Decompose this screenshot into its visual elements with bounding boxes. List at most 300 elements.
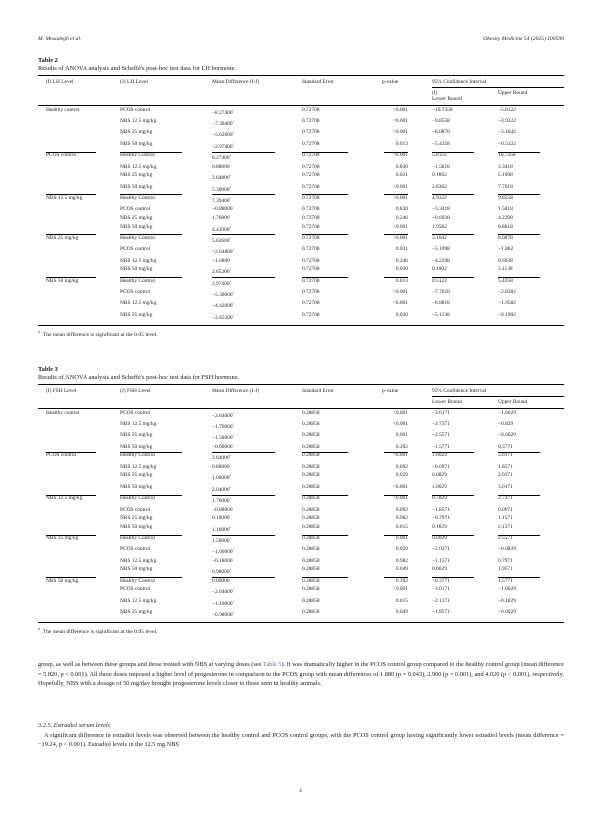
- row-standard-error: 0.72708: [302, 234, 382, 245]
- row-p-value: 0.982: [395, 557, 408, 564]
- row-lower-bound: −0.6938: [432, 214, 450, 221]
- table-row: [38, 266, 564, 277]
- row-standard-error: 0.72708: [302, 246, 320, 253]
- row-p-value: <0.001: [392, 129, 408, 136]
- row-j-level: NBS 50 mg/kg: [120, 566, 153, 573]
- row-mean-difference: 0.60000: [212, 577, 302, 586]
- row-standard-error: 0.72708: [302, 129, 320, 136]
- significance-marker: a: [229, 195, 232, 200]
- row-lower-bound: −10.7358: [432, 106, 453, 113]
- row-standard-error: 0.72708: [302, 117, 320, 124]
- body-paragraph-progesterone: group, as well as between these groups and those treated with NBS at varying doses (see Table 5). It was dramatically higher in the PCOS control group compared to the healthy control group (mean difference = 5.820, p < 0.001). All three doses imposed a higher level of progesterone in comparison to the PCOS group with mean differences of 1.880 (p = 0.043), 2.900 (p = 0.001), and 4.020 (p < 0.001), respectively. Hopefully, NBS with a dosage of 50 mg/day brought progesterone levels closer to those seen in healthy animals.: [38, 661, 564, 688]
- row-upper-bound: 2.7371: [498, 495, 564, 506]
- row-i-level: NBS 25 mg/kg: [38, 535, 120, 546]
- row-mean-difference: −2.97400$^a$: [212, 141, 235, 150]
- row-j-level: NBS 12.5 mg/kg: [120, 463, 157, 470]
- row-lower-bound: 0.0829: [432, 472, 447, 479]
- row-i-level: [38, 311, 120, 325]
- table-row: [38, 566, 564, 577]
- row-j-level: NBS 50 mg/kg: [120, 266, 153, 273]
- row-j-level: Healthy Control: [120, 152, 212, 163]
- row-mean-difference: 1.76000$^a$: [212, 495, 302, 506]
- row-mean-difference: 5.62600$^a$: [212, 234, 302, 245]
- row-i-level: [38, 515, 120, 524]
- row-mean-difference: 0.18000: [212, 515, 230, 522]
- row-p-value: 0.246: [395, 214, 408, 221]
- row-upper-bound: 9.8558: [498, 194, 564, 205]
- row-upper-bound: −4.9322: [498, 117, 516, 124]
- row-j-level: NBS 25 mg/kg: [120, 172, 153, 179]
- row-mean-difference: −2.65200$^a$: [212, 312, 235, 321]
- row-lower-bound: −1.8571: [432, 506, 450, 513]
- row-i-level: PCOS control: [38, 452, 120, 463]
- row-j-level: PCOS control: [120, 546, 151, 553]
- row-standard-error: 0.28858: [302, 515, 320, 522]
- row-upper-bound: −0.1902: [498, 311, 516, 318]
- row-standard-error: 0.72708: [302, 223, 320, 230]
- col-header-mean-difference: Mean Difference (I-J): [212, 388, 260, 394]
- row-upper-bound: −1.6629: [498, 409, 516, 416]
- row-lower-bound: 0.7829: [432, 495, 498, 506]
- row-lower-bound: −7.7618: [432, 289, 450, 296]
- table-row: [38, 597, 564, 608]
- row-standard-error: 0.72708: [302, 106, 320, 113]
- row-lower-bound: −0.3771: [432, 577, 498, 586]
- row-mean-difference: 2.97400$^a$: [212, 277, 302, 288]
- row-lower-bound: −5.4358: [432, 140, 450, 147]
- row-upper-bound: 1.8571: [498, 463, 513, 470]
- row-p-value: 0.246: [395, 257, 408, 264]
- significance-marker: a: [232, 130, 235, 135]
- row-upper-bound: 10.7358: [498, 152, 564, 163]
- row-p-value: 0.015: [395, 523, 408, 530]
- row-i-level: [38, 163, 120, 172]
- row-lower-bound: 0.0029: [432, 566, 447, 573]
- significance-marker: a: [232, 410, 235, 415]
- row-p-value: <0.001: [392, 420, 408, 427]
- row-p-value: 0.031: [395, 172, 408, 179]
- table-row: [38, 577, 564, 586]
- significance-marker: a: [232, 118, 235, 123]
- table-row: [38, 300, 564, 311]
- row-j-level: NBS 25 mg/kg: [120, 311, 153, 318]
- row-upper-bound: 1.9571: [498, 566, 513, 573]
- row-j-level: PCOS control: [120, 246, 151, 253]
- table-row: [38, 463, 564, 472]
- table-row: [38, 472, 564, 483]
- significance-marker: a: [232, 421, 235, 426]
- row-i-level: [38, 566, 120, 577]
- col-header-p-value: p-value: [382, 79, 399, 85]
- table-row: [38, 495, 564, 506]
- table-3-title: Table 3: [38, 366, 58, 373]
- row-i-level: [38, 443, 120, 452]
- table-row: [38, 288, 564, 299]
- row-j-level: Healthy Control: [120, 577, 212, 586]
- table-row: [38, 206, 564, 215]
- row-lower-bound: 0.5122: [432, 277, 498, 288]
- running-header-authors: M. Mosadegh et al.: [38, 36, 82, 42]
- row-standard-error: 0.28858: [302, 452, 382, 463]
- row-i-level: [38, 586, 120, 597]
- row-mean-difference: 1.06000$^a$: [212, 473, 232, 482]
- significance-marker: a: [232, 312, 235, 317]
- table-row: [38, 535, 564, 546]
- row-i-level: [38, 523, 120, 534]
- row-lower-bound: −2.1371: [432, 597, 450, 604]
- row-upper-bound: 1.5818: [498, 206, 513, 213]
- table-3-caption: Results of ANOVA analysis and Scheffé's post-hoc test data for FSH hormone.: [38, 374, 240, 381]
- col-header-lower-bound: Lower Bound: [432, 399, 462, 405]
- row-standard-error: 0.28858: [302, 546, 320, 553]
- row-p-value: 0.982: [395, 515, 408, 522]
- table-row: [38, 483, 564, 494]
- row-j-level: Healthy Control: [120, 234, 212, 245]
- significance-marker: a: [229, 173, 232, 178]
- row-p-value: 0.830: [395, 206, 408, 213]
- row-upper-bound: 6.8818: [498, 223, 513, 230]
- table-row: [38, 246, 564, 257]
- row-i-level: [38, 546, 120, 557]
- row-lower-bound: −1.9571: [432, 609, 450, 616]
- row-mean-difference: −0.88000: [212, 206, 233, 213]
- row-lower-bound: 0.1902: [432, 266, 447, 273]
- row-i-level: [38, 172, 120, 183]
- row-j-level: NBS 12.5 mg/kg: [120, 117, 157, 124]
- table-2-footnote: $^a$The mean difference is significant at the 0.05 level.: [38, 329, 158, 338]
- row-j-level: NBS 25 mg/kg: [120, 515, 153, 522]
- row-j-level: Healthy Control: [120, 277, 212, 288]
- row-mean-difference: 0.98000$^a$: [212, 567, 232, 576]
- row-j-level: Healthy Control: [120, 495, 212, 506]
- row-j-level: NBS 50 mg/kg: [120, 223, 153, 230]
- row-j-level: PCOS control: [120, 506, 151, 513]
- row-lower-bound: −0.7971: [432, 515, 450, 522]
- row-i-level: [38, 609, 120, 623]
- row-lower-bound: −3.3418: [432, 206, 450, 213]
- row-j-level: NBS 12.5 mg/kg: [120, 257, 157, 264]
- table-row: [38, 194, 564, 205]
- row-lower-bound: −5.1098: [432, 246, 450, 253]
- row-lower-bound: 1.9582: [432, 223, 447, 230]
- significance-marker: a: [229, 267, 232, 272]
- row-standard-error: 0.72708: [302, 163, 320, 170]
- row-mean-difference: 2.64800$^a$: [212, 173, 232, 181]
- row-upper-bound: −5.8122: [498, 106, 516, 113]
- row-mean-difference: −1.76000$^a$: [212, 421, 235, 430]
- row-lower-bound: −3.6171: [432, 409, 450, 416]
- table-2-title: Table 2: [38, 57, 58, 64]
- significance-marker: a: [229, 524, 232, 529]
- section-heading: 3.2.5. Estradiol serum levels: [38, 722, 111, 729]
- row-p-value: 0.029: [395, 472, 408, 479]
- row-mean-difference: −0.88000: [212, 506, 233, 513]
- row-j-level: PCOS control: [120, 289, 151, 296]
- row-p-value: <0.001: [382, 234, 432, 245]
- row-standard-error: 0.28858: [302, 566, 320, 573]
- row-j-level: NBS 50 mg/kg: [120, 483, 153, 490]
- row-standard-error: 0.28858: [302, 506, 320, 513]
- row-j-level: NBS 25 mg/kg: [120, 609, 153, 616]
- row-standard-error: 0.28858: [302, 586, 320, 593]
- row-mean-difference: −2.04000$^a$: [212, 587, 235, 596]
- row-upper-bound: −0.829: [498, 420, 514, 427]
- running-header: [38, 36, 564, 42]
- table-row: [38, 214, 564, 223]
- row-upper-bound: 7.7618: [498, 183, 513, 190]
- row-p-value: 0.049: [395, 609, 408, 616]
- table-row: [38, 443, 564, 452]
- row-lower-bound: 5.8122: [432, 152, 498, 163]
- row-upper-bound: 5.1138: [498, 266, 513, 273]
- row-upper-bound: 2.5571: [498, 535, 564, 546]
- row-p-value: 0.049: [395, 566, 408, 573]
- table-row: [38, 515, 564, 524]
- row-upper-bound: 0.0971: [498, 506, 513, 513]
- table-2-caption: Results of ANOVA analysis and Scheffé's post-hoc test data for LH hormone.: [38, 65, 236, 72]
- table-row: [38, 311, 564, 325]
- row-standard-error: 0.28858: [302, 597, 320, 604]
- table-row: [38, 163, 564, 172]
- table-5-link[interactable]: Table 5: [262, 661, 282, 668]
- col-header-lower-bound: (I) Lower Bound: [432, 90, 462, 102]
- row-upper-bound: −0.0029: [498, 609, 516, 616]
- row-lower-bound: 1.6629: [432, 452, 498, 463]
- row-lower-bound: −1.5818: [432, 163, 450, 170]
- row-upper-bound: −0.1829: [498, 597, 516, 604]
- significance-marker: a: [229, 567, 232, 572]
- row-mean-difference: −1.6800: [212, 257, 230, 264]
- row-lower-bound: −1.1571: [432, 557, 450, 564]
- row-lower-bound: −1.5771: [432, 443, 450, 450]
- significance-marker: a: [229, 484, 232, 489]
- row-mean-difference: 7.39400$^a$: [212, 194, 302, 205]
- table-2-grid: [38, 75, 564, 325]
- row-i-level: [38, 463, 120, 472]
- row-mean-difference: −0.18000: [212, 557, 233, 564]
- row-standard-error: 0.72708: [302, 311, 320, 318]
- row-upper-bound: 3.3418: [498, 163, 513, 170]
- col-header-confidence-interval: 95% Confidence Interval: [432, 76, 564, 88]
- row-p-value: <0.001: [382, 452, 432, 463]
- row-lower-bound: −4.2298: [432, 257, 450, 264]
- significance-marker: a: [232, 301, 235, 306]
- row-mean-difference: −4.42000$^a$: [212, 301, 235, 310]
- table-row: [38, 546, 564, 557]
- row-i-level: [38, 246, 120, 257]
- row-standard-error: 0.28858: [302, 557, 320, 564]
- row-j-level: NBS 12.5 mg/kg: [120, 597, 157, 604]
- row-upper-bound: −0.6029: [498, 432, 516, 439]
- col-header-i-level: (I) FSH Level: [46, 388, 77, 394]
- col-header-mean-difference: Mean Difference (I-J): [212, 79, 260, 85]
- row-i-level: Healthy control: [46, 106, 80, 113]
- row-j-level: NBS 12.5 mg/kg: [120, 163, 157, 170]
- col-header-standard-error: Standard Error: [302, 388, 334, 394]
- row-i-level: NBS 50 mg/kg: [38, 577, 120, 586]
- row-mean-difference: −5.30000$^a$: [212, 290, 235, 298]
- row-standard-error: 0.72708: [302, 172, 320, 179]
- table-row: [38, 183, 564, 194]
- row-i-level: NBS 50 mg/kg: [38, 277, 120, 288]
- row-standard-error: 0.72708: [302, 300, 320, 307]
- row-standard-error: 0.72708: [302, 214, 320, 221]
- col-header-i-level: (I) LH Level: [46, 79, 74, 85]
- row-p-value: <0.001: [392, 106, 408, 113]
- row-p-value: <0.001: [392, 409, 408, 416]
- significance-marker: a: [232, 433, 235, 438]
- row-mean-difference: 2.64000$^a$: [212, 452, 302, 463]
- row-j-level: Healthy Control: [120, 535, 212, 546]
- row-mean-difference: 2.04000$^a$: [212, 484, 232, 493]
- row-i-level: [38, 214, 120, 223]
- table-2: [38, 57, 564, 338]
- row-i-level: [38, 288, 120, 299]
- row-i-level: [38, 420, 120, 431]
- row-mean-difference: −8.27400$^a$: [212, 107, 235, 116]
- row-i-level: NBS 25 mg/kg: [38, 234, 120, 245]
- row-j-level: NBS 50 mg/kg: [120, 443, 153, 450]
- row-p-value: <0.001: [382, 495, 432, 506]
- table-row: [38, 172, 564, 183]
- row-standard-error: 0.28858: [302, 463, 320, 470]
- table-row: [38, 557, 564, 566]
- row-p-value: <0.001: [392, 586, 408, 593]
- row-standard-error: 0.28858: [302, 577, 382, 586]
- table-3: [38, 366, 564, 635]
- row-mean-difference: −1.16000$^a$: [212, 598, 235, 607]
- row-standard-error: 0.72708: [302, 257, 320, 264]
- row-upper-bound: −0.0829: [498, 546, 516, 553]
- row-lower-bound: 4.9322: [432, 194, 498, 205]
- row-upper-bound: 5.1098: [498, 172, 513, 179]
- row-j-level: NBS 12.5 mg/kg: [120, 420, 157, 427]
- row-standard-error: 0.72708: [302, 194, 382, 205]
- row-p-value: <0.001: [392, 223, 408, 230]
- row-j-level: PCOS control: [120, 106, 151, 113]
- significance-marker: a: [229, 235, 232, 240]
- row-p-value: 0.092: [395, 463, 408, 470]
- row-standard-error: 0.72708: [302, 289, 320, 296]
- row-i-level: [38, 483, 120, 494]
- row-mean-difference: 1.58000$^a$: [212, 535, 302, 546]
- running-header-journal: Obesity Medicine 54 (2025) 100590: [483, 36, 564, 42]
- row-p-value: 0.030: [395, 266, 408, 273]
- row-j-level: Healthy Control: [120, 194, 212, 205]
- row-lower-bound: −8.0878: [432, 129, 450, 136]
- table-row: [38, 452, 564, 463]
- significance-marker: a: [229, 153, 232, 158]
- row-i-level: [38, 140, 120, 151]
- row-p-value: 0.092: [395, 506, 408, 513]
- row-standard-error: 0.28858: [302, 420, 320, 427]
- row-j-level: NBS 25 mg/kg: [120, 129, 153, 136]
- significance-marker: a: [229, 536, 232, 541]
- row-j-level: NBS 12.5 mg/kg: [120, 557, 157, 564]
- row-p-value: 0.830: [395, 163, 408, 170]
- table-row: [38, 506, 564, 515]
- row-mean-difference: −1.06000$^a$: [212, 547, 235, 556]
- col-header-j-level: (J) FSH Level: [120, 388, 151, 394]
- row-lower-bound: 0.1829: [432, 523, 447, 530]
- row-standard-error: 0.28858: [302, 409, 320, 416]
- row-mean-difference: −5.62600$^a$: [212, 130, 235, 139]
- row-lower-bound: −3.0171: [432, 586, 450, 593]
- row-i-level: [38, 117, 120, 128]
- col-header-p-value: p-value: [382, 388, 399, 394]
- row-mean-difference: 1.16000$^a$: [212, 524, 232, 533]
- row-i-level: [38, 129, 120, 140]
- row-upper-bound: 1.5771: [498, 577, 564, 586]
- row-i-level: [38, 506, 120, 515]
- row-standard-error: 0.72708: [302, 266, 320, 273]
- row-i-level: [38, 257, 120, 266]
- table-2-body: [38, 106, 564, 326]
- col-header-confidence-interval: 95% Confidence Interval: [432, 385, 564, 397]
- section-estradiol: [38, 721, 564, 750]
- row-p-value: 0.013: [395, 140, 408, 147]
- row-upper-bound: 2.1371: [498, 523, 513, 530]
- row-i-level: [38, 597, 120, 608]
- col-header-upper-bound: Upper Bound: [498, 399, 528, 405]
- row-standard-error: 0.28858: [302, 472, 320, 479]
- row-p-value: 0.015: [395, 597, 408, 604]
- row-mean-difference: −2.64800$^a$: [212, 247, 235, 256]
- significance-marker: a: [232, 610, 235, 615]
- significance-marker: a: [229, 453, 232, 458]
- table-row: [38, 432, 564, 443]
- row-p-value: 0.392: [395, 443, 408, 450]
- table-row: [38, 117, 564, 128]
- row-upper-bound: 1.1571: [498, 515, 513, 522]
- row-standard-error: 0.28858: [302, 523, 320, 530]
- row-j-level: Healthy Control: [120, 452, 212, 463]
- row-standard-error: 0.28858: [302, 535, 382, 546]
- row-mean-difference: 4.42000$^a$: [212, 224, 232, 233]
- col-header-j-level: (J) LH Level: [120, 79, 148, 85]
- table-row: [38, 523, 564, 534]
- row-i-level: [38, 206, 120, 215]
- row-standard-error: 0.28858: [302, 609, 320, 616]
- row-upper-bound: −3.1642: [498, 129, 516, 136]
- significance-marker: a: [232, 107, 235, 112]
- row-mean-difference: 1.76800: [212, 214, 230, 221]
- significance-marker: a: [232, 598, 235, 603]
- table-3-grid: [38, 384, 564, 622]
- row-mean-difference: 0.88000: [212, 163, 230, 170]
- col-header-upper-bound: Upper Bound: [498, 90, 528, 96]
- row-j-level: NBS 50 mg/kg: [120, 183, 153, 190]
- row-lower-bound: 3.1642: [432, 234, 498, 245]
- table-row: [38, 586, 564, 597]
- row-upper-bound: −1.0629: [498, 586, 516, 593]
- row-i-level: [38, 432, 120, 443]
- row-mean-difference: −7.39400$^a$: [212, 118, 235, 127]
- table-row: [38, 106, 564, 118]
- row-standard-error: 0.28858: [302, 432, 320, 439]
- table-row: [38, 152, 564, 163]
- row-p-value: <0.001: [392, 117, 408, 124]
- row-p-value: 0.392: [382, 577, 432, 586]
- table-row: [38, 234, 564, 245]
- row-lower-bound: −2.0371: [432, 546, 450, 553]
- table-row: [38, 140, 564, 151]
- page-number: 4: [299, 788, 302, 794]
- row-j-level: NBS 25 mg/kg: [120, 214, 153, 221]
- row-mean-difference: −0.98000$^a$: [212, 610, 235, 619]
- row-standard-error: 0.72708: [302, 277, 382, 288]
- significance-marker: a: [232, 141, 235, 146]
